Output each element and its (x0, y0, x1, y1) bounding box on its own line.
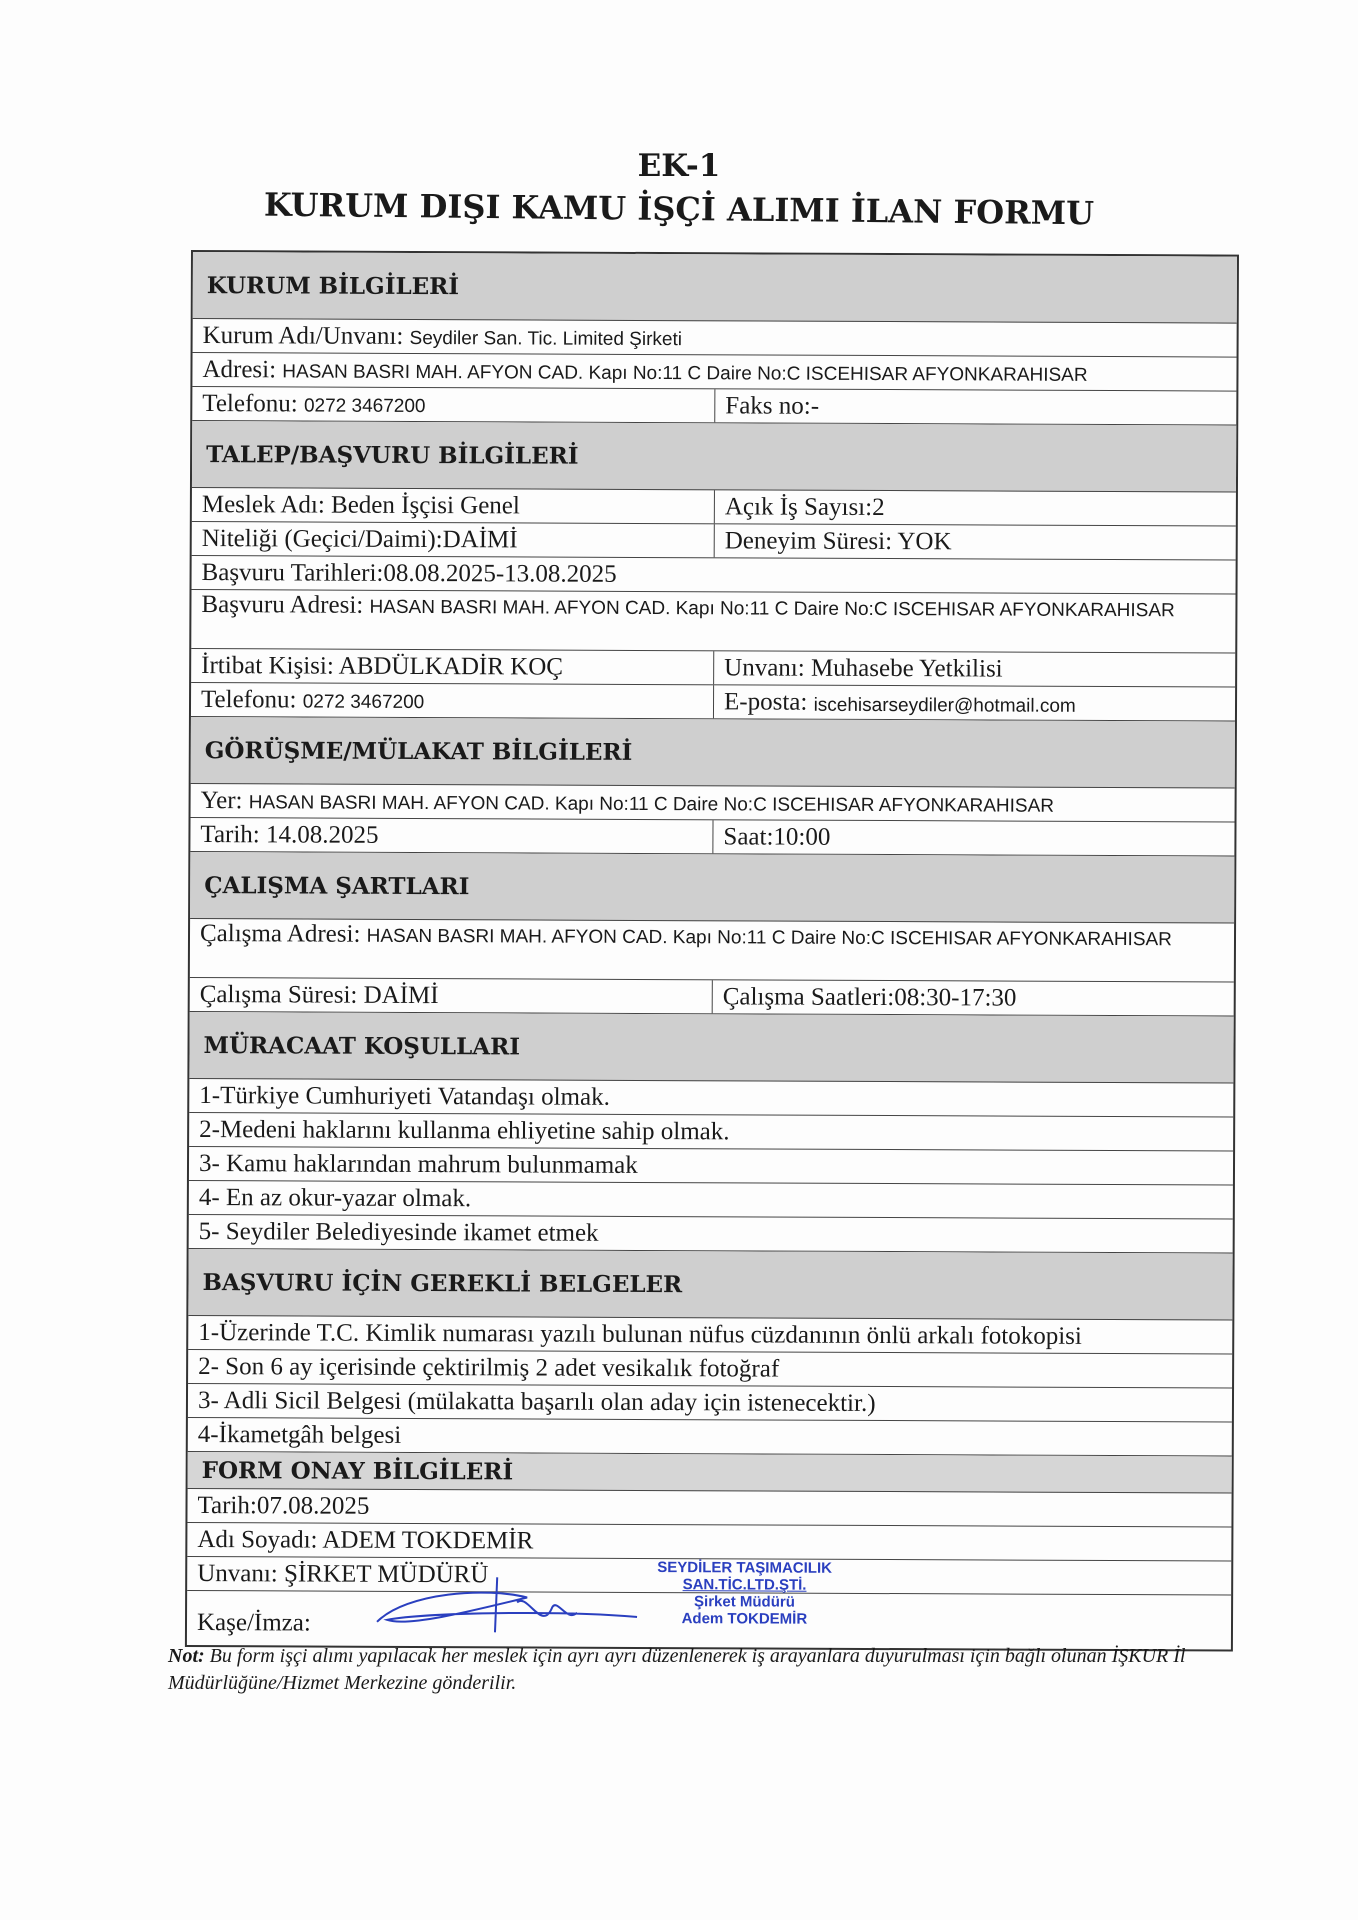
row-basvuru-tarihleri (192, 556, 1236, 595)
calisma-saatleri: Çalışma Saatleri:08:30-17:30 (712, 980, 1234, 1015)
row-meslek (192, 488, 1236, 527)
footnote (168, 1643, 1228, 1697)
condition: 3- Kamu haklarından mahrum bulunmamak (198, 1150, 638, 1179)
label: Kurum Adı/Unvanı: (202, 322, 404, 350)
label: E-posta: (723, 688, 808, 716)
value: HASAN BASRI MAH. AFYON CAD. Kapı No:11 C Daire No:C ISCEHISAR AFYONKARAHISAR (282, 361, 1088, 386)
basvuru-tarihleri: Başvuru Tarihleri:08.08.2025-13.08.2025 (201, 559, 617, 588)
email: iscehisarseydiler@hotmail.com (813, 694, 1076, 717)
section-muracaat: MÜRACAAT KOŞULLARI (189, 1012, 1233, 1084)
company-stamp (657, 1559, 832, 1628)
condition: 1-Türkiye Cumhuriyeti Vatandaşı olmak. (199, 1082, 610, 1111)
list-item (189, 1113, 1233, 1152)
list-item (188, 1418, 1232, 1457)
stamp-line: SAN.TİC.LTD.ŞTİ. (682, 1576, 807, 1594)
nitelik: Niteliği (Geçici/Daimi):DAİMİ (201, 525, 518, 554)
onay-tarih: Tarih:07.08.2025 (197, 1492, 370, 1520)
document-req: 2- Son 6 ay içerisinde çektirilmiş 2 adet vesikalık fotoğraf (198, 1353, 780, 1383)
label: Telefonu: (200, 686, 297, 714)
list-item (189, 1181, 1233, 1220)
ad-soyad: Adı Soyadı: ADEM TOKDEMİR (197, 1526, 534, 1555)
acik-is-sayisi: Açık İş Sayısı:2 (714, 490, 1236, 525)
label: Çalışma Adresi: (199, 920, 361, 948)
section-calisma: ÇALIŞMA ŞARTLARI (190, 852, 1234, 924)
row-basvuru-adresi (191, 590, 1235, 654)
document-req: 3- Adli Sicil Belgesi (mülakatta başarılı olan aday için istenecektir.) (197, 1387, 876, 1417)
list-item (188, 1350, 1232, 1389)
label: Telefonu: (202, 390, 298, 418)
list-item (188, 1384, 1232, 1423)
unvan: Unvanı: ŞİRKET MÜDÜRÜ (197, 1560, 489, 1589)
section-talep: TALEP/BAŞVURU BİLGİLERİ (192, 421, 1236, 493)
section-onay: FORM ONAY BİLGİLERİ (188, 1452, 1232, 1494)
label: Başvuru Adresi: (201, 591, 364, 619)
label: Adresi: (202, 356, 277, 384)
meslek: Meslek Adı: Beden İşçisi Genel (201, 491, 520, 520)
unvan: Unvanı: Muhasebe Yetkilisi (713, 651, 1235, 686)
row-tarih-saat (190, 818, 1234, 857)
tarih: Tarih: 14.08.2025 (200, 821, 379, 849)
condition: 4- En az okur-yazar olmak. (198, 1184, 472, 1213)
row-adsoyad (187, 1523, 1231, 1562)
row-calisma-sure (190, 978, 1234, 1017)
section-kurum: KURUM BİLGİLERİ (193, 252, 1237, 324)
form-code: EK-1 (637, 148, 721, 184)
value: 0272 3467200 (303, 395, 426, 418)
note-text: Bu form işçi alımı yapılacak her meslek için ayrı ayrı düzenlenerek iş arayanlara duyurulması için bağlı olunan İŞKUR İl Müdürlüğüne/Hizmet Merkezine gönderilir. (168, 1645, 1186, 1694)
signature (367, 1572, 667, 1643)
irtibat-kisisi: İrtibat Kişisi: ABDÜLKADİR KOÇ (201, 652, 564, 681)
row-telefon-faks (192, 387, 1236, 426)
value: HASAN BASRI MAH. AFYON CAD. Kapı No:11 C Daire No:C ISCEHISAR AFYONKARAHISAR (369, 596, 1175, 622)
row-adres (192, 353, 1236, 392)
label: Yer: (200, 787, 243, 815)
row-calisma-adresi (190, 919, 1234, 983)
stamp-line: Adem TOKDEMİR (681, 1610, 808, 1628)
value: 0272 3467200 (302, 691, 425, 714)
stamp-line: Şirket Müdürü (694, 1593, 795, 1611)
note-label: Not: (168, 1645, 205, 1667)
row-nitelik (192, 522, 1236, 561)
document-req: 4-İkametgâh belgesi (197, 1421, 402, 1449)
value: Seydiler San. Tic. Limited Şirketi (409, 327, 683, 351)
list-item (189, 1147, 1233, 1186)
calisma-suresi: Çalışma Süresi: DAİMİ (199, 981, 439, 1010)
value: HASAN BASRI MAH. AFYON CAD. Kapı No:11 C Daire No:C ISCEHISAR AFYONKARAHISAR (366, 925, 1172, 951)
section-gorusme: GÖRÜŞME/MÜLAKAT BİLGİLERİ (191, 717, 1235, 789)
kase-imza-label: Kaşe/İmza: (196, 1609, 311, 1637)
saat: Saat:10:00 (712, 820, 1234, 855)
faks: Faks no:- (714, 389, 1236, 424)
deneyim: Deneyim Süresi: YOK (714, 524, 1236, 559)
form-table (185, 250, 1239, 1652)
list-item (189, 1215, 1233, 1254)
row-onay-tarih (187, 1489, 1231, 1528)
document-req: 1-Üzerinde T.C. Kimlik numarası yazılı bulunan nüfus cüzdanının önlü arkalı fotokopisi (198, 1319, 1082, 1350)
list-item (189, 1079, 1233, 1118)
form-title: KURUM DIŞI KAMU İŞÇİ ALIMI İLAN FORMU (263, 185, 1095, 233)
list-item (188, 1316, 1232, 1355)
row-yer (191, 784, 1235, 823)
section-belgeler: BAŞVURU İÇİN GEREKLİ BELGELER (188, 1249, 1232, 1321)
stamp-line: SEYDİLER TAŞIMACILIK (657, 1559, 833, 1577)
row-irtibat (191, 649, 1235, 688)
condition: 2-Medeni haklarını kullanma ehliyetine sahip olmak. (199, 1116, 730, 1146)
value: HASAN BASRI MAH. AFYON CAD. Kapı No:11 C Daire No:C ISCEHISAR AFYONKARAHISAR (248, 792, 1055, 817)
row-kurum-adi (193, 319, 1237, 358)
condition: 5- Seydiler Belediyesinde ikamet etmek (198, 1218, 599, 1247)
row-iletisim (191, 683, 1235, 722)
